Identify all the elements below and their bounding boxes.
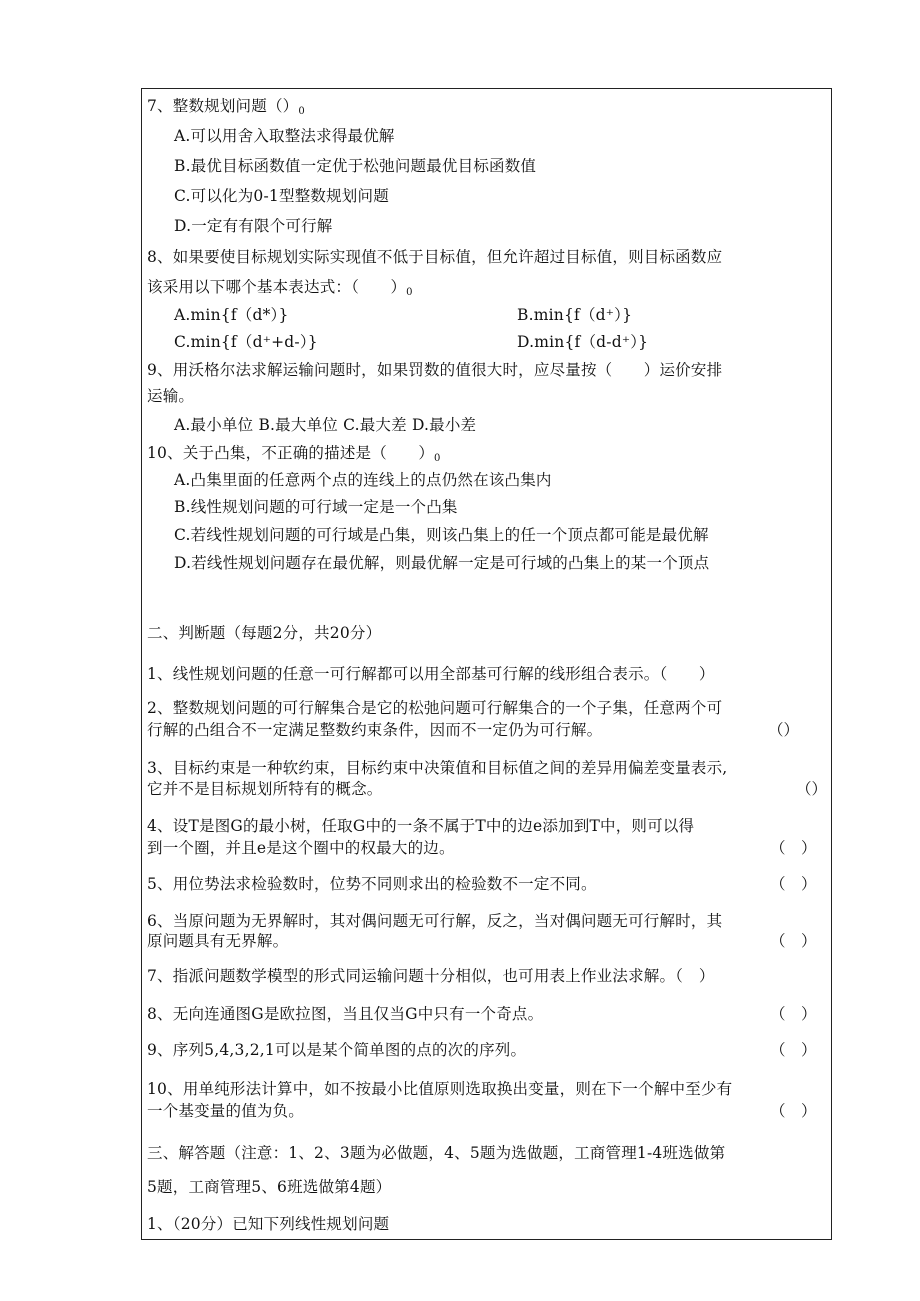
judge-item-4-line1: 4、设T是图G的最小树，任取G中的一条不属于T中的边e添加到T中，则可以得	[147, 817, 695, 835]
judge-item-5: 5、用位势法求检验数时，位势不同则求出的检验数不一定不同。	[147, 875, 597, 893]
q7-option-a: A.可以用舍入取整法求得最优解	[174, 127, 395, 145]
q8-option-b: B.min{f（d⁺）}	[517, 306, 633, 324]
solve-heading-line2: 5题，工商管理5、6班选做第4题）	[147, 1178, 392, 1196]
judge-item-4-answer[interactable]: （ ）	[770, 839, 817, 857]
solve-question-1: 1、（20分）已知下列线性规划问题	[147, 1215, 390, 1233]
judge-item-2-line2: 行解的凸组合不一定满足整数约束条件，因而不一定仍为可行解。	[147, 721, 603, 739]
q10-option-c: C.若线性规划问题的可行域是凸集，则该凸集上的任一个顶点都可能是最优解	[174, 526, 709, 544]
judge-item-3-answer[interactable]: （）	[796, 780, 828, 798]
q7-stem: 7、整数规划问题$()_0$	[147, 97, 305, 117]
q9-stem-line1: 9、用沃格尔法求解运输问题时，如果罚数的值很大时，应尽量按（ ）运价安排	[147, 361, 723, 379]
q10-option-a: A.凸集里面的任意两个点的连线上的点仍然在该凸集内	[174, 471, 552, 489]
judge-item-6-answer[interactable]: （ ）	[770, 932, 817, 950]
judge-item-8: 8、无向连通图G是欧拉图，当且仅当G中只有一个奇点。	[147, 1005, 544, 1023]
q8-stem-line1: 8、如果要使目标规划实际实现值不低于目标值，但允许超过目标值，则目标函数应	[147, 248, 723, 266]
q8-option-d: D.min{f（d-d⁺）}	[517, 333, 649, 351]
judge-item-10-line1: 10、用单纯形法计算中，如不按最小比值原则选取换出变量，则在下一个解中至少有	[147, 1080, 733, 1098]
q7-option-c: C.可以化为0-1型整数规划问题	[174, 187, 389, 205]
judge-item-8-answer[interactable]: （ ）	[770, 1005, 817, 1023]
judge-item-4-line2: 到一个圈，并且e是这个圈中的权最大的边。	[147, 839, 455, 857]
judge-item-3-line2: 它并不是目标规划所特有的概念。	[147, 780, 383, 798]
q9-stem-line2: 运输。	[147, 387, 195, 405]
judge-item-2-answer[interactable]: （）	[768, 721, 800, 739]
judge-item-6-line1: 6、当原问题为无界解时，其对偶问题无可行解，反之，当对偶问题无可行解时，其	[147, 912, 723, 930]
q8-stem-line2: 该采用以下哪个基本表达式：（ ）$_0$	[147, 278, 413, 298]
q10-option-b: B.线性规划问题的可行域一定是一个凸集	[174, 498, 458, 516]
judge-item-6-line2: 原问题具有无界解。	[147, 932, 289, 950]
judge-item-9-answer[interactable]: （ ）	[770, 1041, 817, 1059]
judge-item-10-line2: 一个基变量的值为负。	[147, 1102, 305, 1120]
judge-item-2-line1: 2、整数规划问题的可行解集合是它的松弛问题可行解集合的一个子集，任意两个可	[147, 699, 723, 717]
q10-stem: 10、关于凸集，不正确的描述是（ ）$_0$	[147, 444, 441, 464]
judge-item-1: 1、线性规划问题的任意一可行解都可以用全部基可行解的线形组合表示。（ ）	[147, 665, 715, 683]
judge-item-10-answer[interactable]: （ ）	[770, 1102, 817, 1120]
solve-heading-line1: 三、解答题（注意：1、2、3题为必做题，4、5题为选做题，工商管理1-4班选做第	[147, 1144, 726, 1162]
q7-option-b: B.最优目标函数值一定优于松弛问题最优目标函数值	[174, 157, 537, 175]
judge-item-9: 9、序列5,4,3,2,1可以是某个简单图的点的次的序列。	[147, 1041, 527, 1059]
q9-options: A.最小单位 B.最大单位 C.最大差 D.最小差	[174, 416, 477, 434]
judge-item-3-line1: 3、目标约束是一种软约束，目标约束中决策值和目标值之间的差异用偏差变量表示,	[147, 759, 728, 777]
judge-heading: 二、判断题（每题2分，共20分）	[147, 624, 382, 642]
judge-item-7: 7、指派问题数学模型的形式同运输问题十分相似，也可用表上作业法求解。（ ）	[147, 967, 715, 985]
q7-option-d: D.一定有有限个可行解	[174, 217, 333, 235]
q8-option-a: A.min{f（d*）}	[174, 306, 289, 324]
q8-option-c: C.min{f（d⁺+d-）}	[174, 333, 318, 351]
q10-option-d: D.若线性规划问题存在最优解，则最优解一定是可行域的凸集上的某一个顶点	[174, 554, 710, 572]
judge-item-5-answer[interactable]: （ ）	[770, 875, 817, 893]
